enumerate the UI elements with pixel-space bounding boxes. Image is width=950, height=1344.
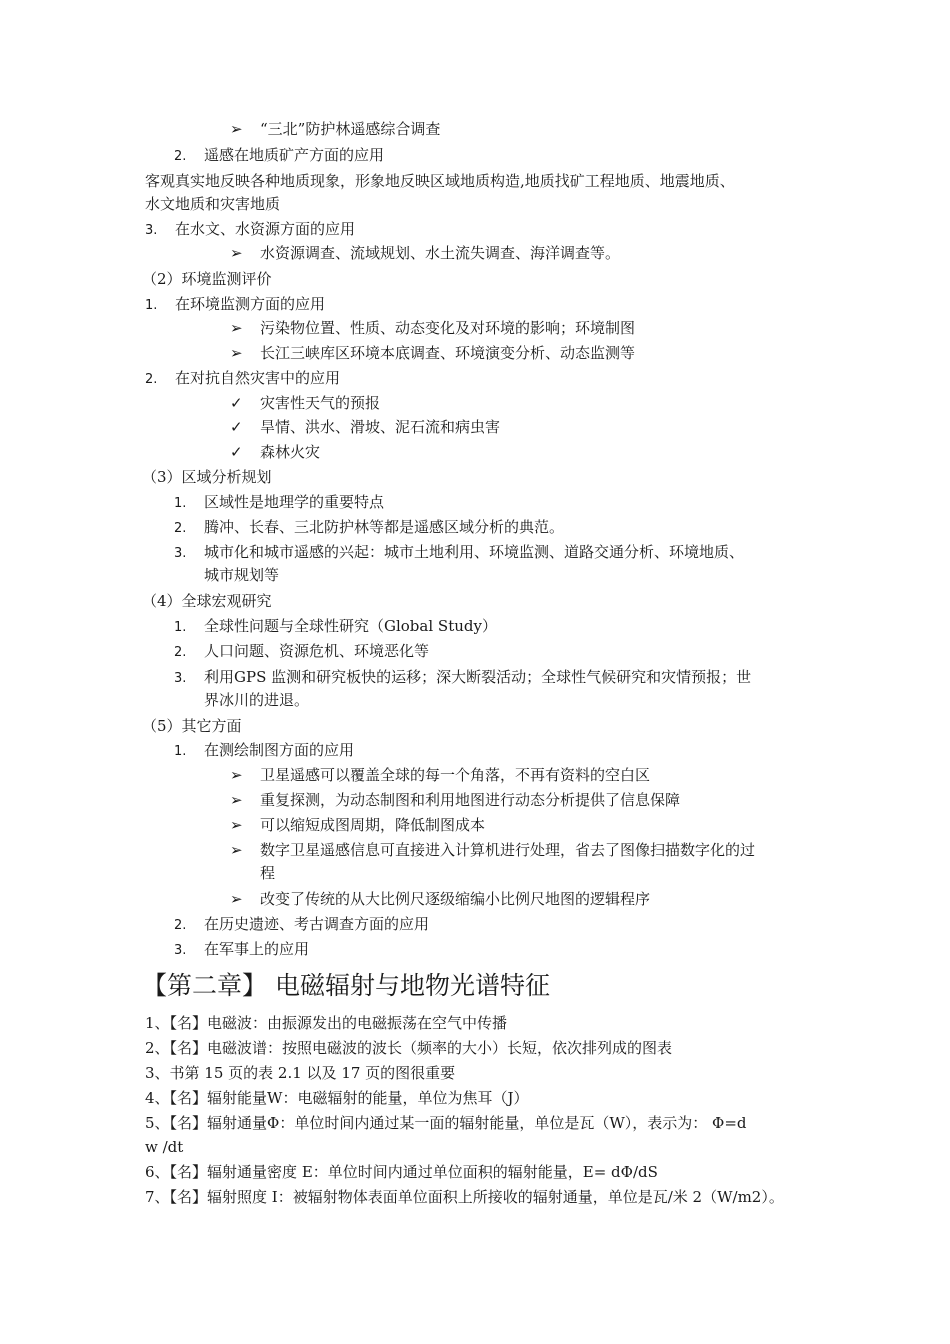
list-item <box>174 640 429 664</box>
list-item-text: 在测绘制图方面的应用 <box>204 741 355 759</box>
list-item <box>174 516 564 540</box>
paragraph-line <box>145 193 280 215</box>
list-item-text: 遥感在地质矿产方面的应用 <box>204 146 385 164</box>
list-item-text: 旱情、洪水、滑坡、泥石流和病虫害 <box>260 418 501 436</box>
list-item-text: 人口问题、资源危机、环境恶化等 <box>204 642 430 660</box>
list-item <box>230 416 500 438</box>
list-number: 2. <box>174 521 187 536</box>
list-item <box>230 814 485 836</box>
list-number: 1. <box>174 744 187 759</box>
list-item <box>174 739 354 763</box>
section-heading <box>142 466 272 488</box>
section-heading <box>142 590 272 612</box>
list-item-text: 在军事上的应用 <box>204 940 310 958</box>
list-number: 3. <box>145 223 158 238</box>
arrow-bullet-icon: ➢ <box>230 890 243 908</box>
list-item-text: 改变了传统的从大比例尺逐级缩编小比例尺地图的逻辑程序 <box>260 890 651 908</box>
paragraph-line <box>204 689 309 711</box>
section-heading-text: （5）其它方面 <box>142 717 242 735</box>
list-item-text: 数字卫星遥感信息可直接进入计算机进行处理，省去了图像扫描数字化的过 <box>260 841 756 859</box>
list-item <box>174 541 744 565</box>
list-item-text: 可以缩短成图周期，降低制图成本 <box>260 816 486 834</box>
list-item-text: 灾害性天气的预报 <box>260 394 381 412</box>
definition-line: 4、【名】辐射能量W：电磁辐射的能量，单位为焦耳（J） <box>145 1089 529 1107</box>
list-item <box>145 367 340 391</box>
definition-line: 2、【名】电磁波谱：按照电磁波的波长（频率的大小）长短，依次排列成的图表 <box>145 1039 673 1057</box>
list-item <box>230 392 380 414</box>
list-item <box>230 118 440 140</box>
list-item <box>230 839 755 861</box>
list-item <box>230 764 650 786</box>
list-item-text: 在历史遗迹、考古调查方面的应用 <box>204 915 430 933</box>
list-item <box>230 342 635 364</box>
list-item-text: 卫星遥感可以覆盖全球的每一个角落，不再有资料的空白区 <box>260 766 651 784</box>
list-item <box>230 441 320 463</box>
definition-line: 1、【名】电磁波：由振源发出的电磁振荡在空气中传播 <box>145 1014 508 1032</box>
list-item <box>145 218 355 242</box>
check-bullet-icon: ✓ <box>230 443 243 461</box>
list-item-text: 重复探测，为动态制图和利用地图进行动态分析提供了信息保障 <box>260 791 681 809</box>
list-item <box>174 938 309 962</box>
paragraph-text: 界冰川的进退。 <box>204 691 310 709</box>
list-item-text: 区域性是地理学的重要特点 <box>204 493 385 511</box>
arrow-bullet-icon: ➢ <box>230 841 243 859</box>
list-item-text: “三北”防护林遥感综合调查 <box>260 120 441 138</box>
list-item <box>230 317 635 339</box>
section-heading <box>142 715 242 737</box>
list-item <box>230 789 680 811</box>
section-heading-text: （4）全球宏观研究 <box>142 592 272 610</box>
paragraph-line <box>260 862 275 884</box>
paragraph-text: 城市规划等 <box>204 566 280 584</box>
list-item-text: 城市化和城市遥感的兴起：城市土地利用、环境监测、道路交通分析、环境地质、 <box>204 543 745 561</box>
list-number: 1. <box>145 298 158 313</box>
list-number: 1. <box>174 620 187 635</box>
arrow-bullet-icon: ➢ <box>230 120 243 138</box>
list-item-text: 水资源调查、流域规划、水土流失调查、海洋调查等。 <box>260 244 621 262</box>
list-item-text: 污染物位置、性质、动态变化及对环境的影响；环境制图 <box>260 319 636 337</box>
arrow-bullet-icon: ➢ <box>230 244 243 262</box>
chapter-heading: 【第二章】 电磁辐射与地物光谱特征 <box>142 971 550 1000</box>
list-item-text: 腾冲、长春、三北防护林等都是遥感区域分析的典范。 <box>204 518 565 536</box>
arrow-bullet-icon: ➢ <box>230 816 243 834</box>
definition-line: 7、【名】辐射照度 I：被辐射物体表面单位面积上所接收的辐射通量，单位是瓦/米 2（W/m2）。 <box>145 1188 784 1206</box>
definition-line: w /dt <box>145 1138 184 1156</box>
section-heading <box>142 268 272 290</box>
definition-line: 5、【名】辐射通量Φ：单位时间内通过某一面的辐射能量，单位是瓦（W），表示为： Φ=d <box>145 1114 747 1132</box>
list-number: 3. <box>174 943 187 958</box>
paragraph-line <box>145 170 735 192</box>
list-item-text: 在水文、水资源方面的应用 <box>175 220 356 238</box>
list-number: 3. <box>174 671 187 686</box>
list-item <box>230 242 620 264</box>
list-number: 3. <box>174 546 187 561</box>
list-item <box>174 491 384 515</box>
paragraph-line <box>204 564 279 586</box>
list-number: 2. <box>174 149 187 164</box>
list-item <box>230 888 650 910</box>
paragraph-text: 水文地质和灾害地质 <box>145 195 281 213</box>
definition-line: 6、【名】辐射通量密度 E：单位时间内通过单位面积的辐射能量，E= dΦ/dS <box>145 1163 658 1181</box>
list-item-text: 长江三峡库区环境本底调查、环境演变分析、动态监测等 <box>260 344 636 362</box>
list-item <box>145 293 325 317</box>
list-number: 2. <box>145 372 158 387</box>
list-item-text: 在环境监测方面的应用 <box>175 295 326 313</box>
list-item-text: 利用GPS 监测和研究板快的运移；深大断裂活动；全球性气候研究和灾情预报；世 <box>204 668 752 686</box>
section-heading-text: （3）区域分析规划 <box>142 468 272 486</box>
arrow-bullet-icon: ➢ <box>230 791 243 809</box>
list-item-text: 在对抗自然灾害中的应用 <box>175 369 341 387</box>
list-number: 2. <box>174 918 187 933</box>
list-number: 2. <box>174 645 187 660</box>
paragraph-text: 客观真实地反映各种地质现象，形象地反映区域地质构造,地质找矿工程地质、地震地质、 <box>145 172 735 190</box>
definition-line: 3、书第 15 页的表 2.1 以及 17 页的图很重要 <box>145 1064 456 1082</box>
check-bullet-icon: ✓ <box>230 418 243 436</box>
check-bullet-icon: ✓ <box>230 394 243 412</box>
list-item-text: 全球性问题与全球性研究（Global Study） <box>204 617 497 635</box>
arrow-bullet-icon: ➢ <box>230 344 243 362</box>
list-number: 1. <box>174 496 187 511</box>
paragraph-text: 程 <box>260 864 276 882</box>
arrow-bullet-icon: ➢ <box>230 319 243 337</box>
section-heading-text: （2）环境监测评价 <box>142 270 272 288</box>
list-item <box>174 913 429 937</box>
arrow-bullet-icon: ➢ <box>230 766 243 784</box>
list-item-text: 森林火灾 <box>260 443 321 461</box>
list-item <box>174 666 751 690</box>
list-item <box>174 144 384 168</box>
list-item <box>174 615 497 639</box>
